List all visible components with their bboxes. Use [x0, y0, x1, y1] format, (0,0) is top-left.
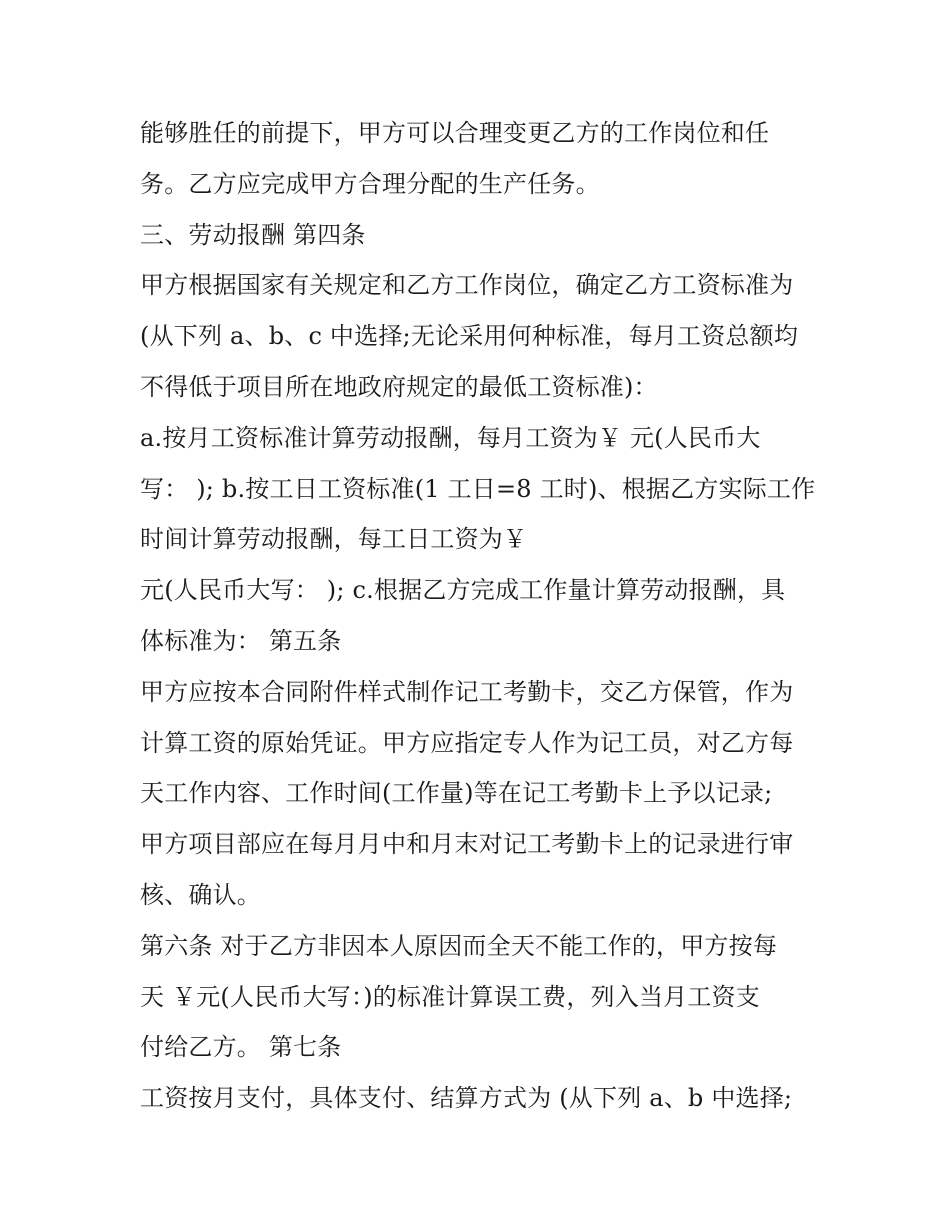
text-line: 工资按月支付，具体支付、结算方式为 (从下列 a、b 中选择; — [140, 1084, 793, 1113]
text-line: 写： ); b.按工日工资标准(1 工日=8 工时)、根据乙方实际工作 — [140, 474, 816, 503]
text-line: 天工作内容、工作时间(工作量)等在记工考勤卡上予以记录; — [140, 779, 773, 808]
text-line: 元(人民币大写： ); c.根据乙方完成工作量计算劳动报酬，具 — [140, 576, 786, 605]
text-line: 体标准为： 第五条 — [140, 626, 342, 655]
text-line: a.按月工资标准计算劳动报酬，每月工资为￥ 元(人民币大 — [140, 423, 761, 452]
text-line: 第六条 对于乙方非因本人原因而全天不能工作的，甲方按每 — [140, 931, 778, 960]
document-body — [140, 108, 830, 1124]
text-line: 甲方项目部应在每月月中和月末对记工考勤卡上的记录进行审 — [140, 830, 794, 859]
text-line: 甲方根据国家有关规定和乙方工作岗位，确定乙方工资标准为 — [140, 271, 794, 300]
text-line: 时间计算劳动报酬，每工日工资为￥ — [140, 525, 528, 554]
text-line: 务。乙方应完成甲方合理分配的生产任务。 — [140, 169, 600, 198]
text-line: 核、确认。 — [140, 880, 261, 909]
text-line: 天 ￥元(人民币大写：)的标准计算误工费，列入当月工资支 — [140, 982, 760, 1011]
section-heading: 三、劳动报酬 第四条 — [140, 220, 366, 249]
text-line: 计算工资的原始凭证。甲方应指定专人作为记工员，对乙方每 — [140, 728, 794, 757]
text-line: 付给乙方。 第七条 — [140, 1033, 342, 1062]
text-line: 能够胜任的前提下，甲方可以合理变更乙方的工作岗位和任 — [140, 119, 770, 147]
text-line: 不得低于项目所在地政府规定的最低工资标准)： — [140, 372, 658, 401]
text-line: (从下列 a、b、c 中选择;无论采用何种标准，每月工资总额均 — [140, 322, 799, 351]
text-line: 甲方应按本合同附件样式制作记工考勤卡，交乙方保管，作为 — [140, 677, 794, 706]
